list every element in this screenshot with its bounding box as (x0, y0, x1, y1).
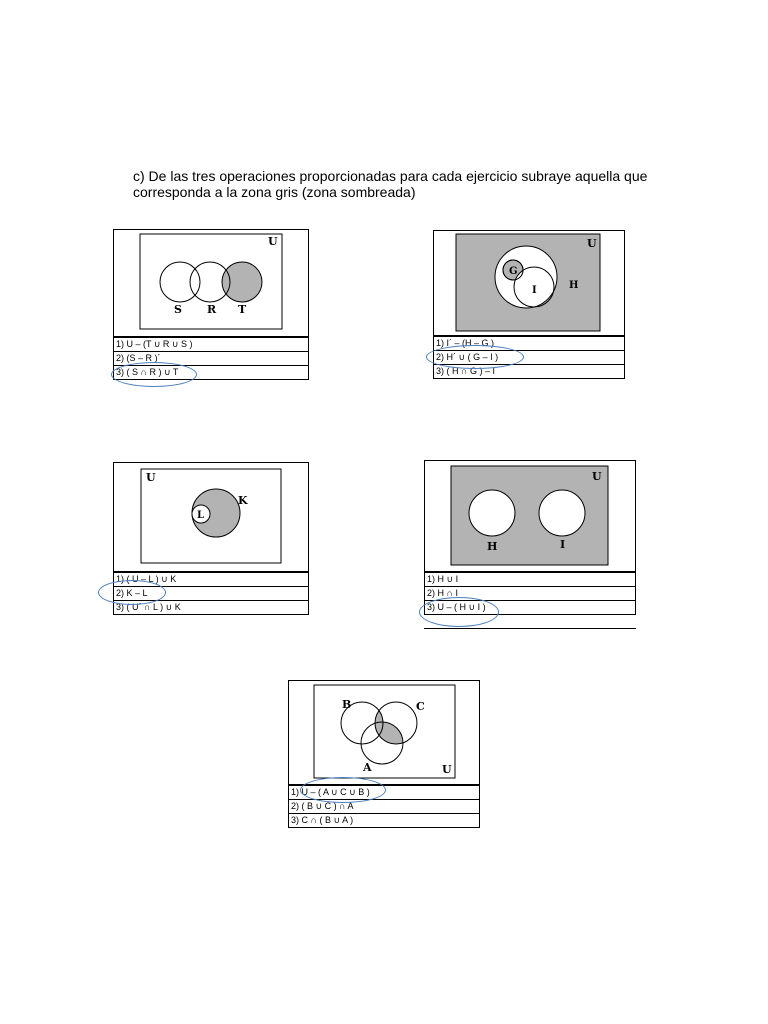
option-3[interactable]: 3) ( H ∩ G ) – I (434, 365, 625, 379)
venn-diagram (433, 230, 625, 336)
option-3[interactable]: 3) C ∩ ( B ∪ A ) (289, 814, 480, 828)
option-1[interactable]: 1) U – (T ∪ R ∪ S ) (114, 338, 309, 352)
set-label-i: I (532, 285, 537, 296)
universe-label: U (146, 471, 156, 484)
exercise-2 (433, 230, 625, 381)
set-label-t: T (238, 303, 247, 316)
set-h-circle (495, 246, 557, 308)
instruction-text: c) De las tres operaciones proporcionadas para cada ejercicio subraye aquella que corresponda a la zona gris (zona sombreada) (133, 168, 648, 200)
universe-label: U (442, 763, 452, 776)
universe-label: U (587, 237, 597, 250)
set-label-l: L (197, 510, 205, 521)
option-2[interactable]: 2) ( B ∪ C ) ∩ A (289, 800, 480, 814)
option-2[interactable]: 2) (S – R )´ (114, 352, 309, 366)
universe-label: U (592, 470, 602, 483)
set-label-a: A (363, 761, 372, 774)
options-table (288, 785, 480, 828)
exercise-5 (288, 680, 480, 830)
option-2[interactable]: 2) H ∩ I (425, 587, 636, 601)
venn-diagram (113, 462, 309, 572)
universe-label: U (268, 235, 278, 248)
option-2[interactable]: 2) H´ ∪ ( G – I ) (434, 351, 625, 365)
bottom-rule (424, 628, 636, 629)
set-label-i: I (560, 538, 566, 551)
set-i-circle (539, 490, 585, 536)
option-1[interactable]: 1) U – ( A ∪ C ∪ B ) (289, 786, 480, 800)
set-label-r: R (207, 303, 217, 316)
set-label-c: C (416, 700, 425, 713)
set-label-h: H (487, 540, 498, 553)
set-label-h: H (569, 280, 579, 291)
option-1[interactable]: 1) I´ – (H – G ) (434, 337, 625, 351)
exercise-1 (113, 229, 309, 382)
option-3[interactable]: 3) ( U´ ∩ L ) ∪ K (114, 601, 309, 615)
options-table (113, 337, 309, 380)
option-2[interactable]: 2) K – L (114, 587, 309, 601)
set-label-g: G (509, 266, 518, 277)
exercise-3 (113, 462, 309, 616)
venn-diagram (424, 460, 636, 572)
set-h-circle (469, 490, 515, 536)
set-label-b: B (342, 698, 352, 711)
options-table (113, 572, 309, 615)
option-1[interactable]: 1) H ∪ I (425, 573, 636, 587)
option-3[interactable]: 3) U – ( H ∪ I ) (425, 601, 636, 615)
option-1[interactable]: 1) ( U – L ) ∪ K (114, 573, 309, 587)
venn-diagram (113, 229, 309, 337)
set-label-s: S (174, 303, 182, 316)
venn-diagram (288, 680, 480, 785)
option-3[interactable]: 3) ( S ∩ R ) ∪ T (114, 366, 309, 380)
options-table (433, 336, 625, 379)
exercise-4 (424, 460, 636, 632)
options-table (424, 572, 636, 615)
set-label-k: K (238, 494, 248, 507)
